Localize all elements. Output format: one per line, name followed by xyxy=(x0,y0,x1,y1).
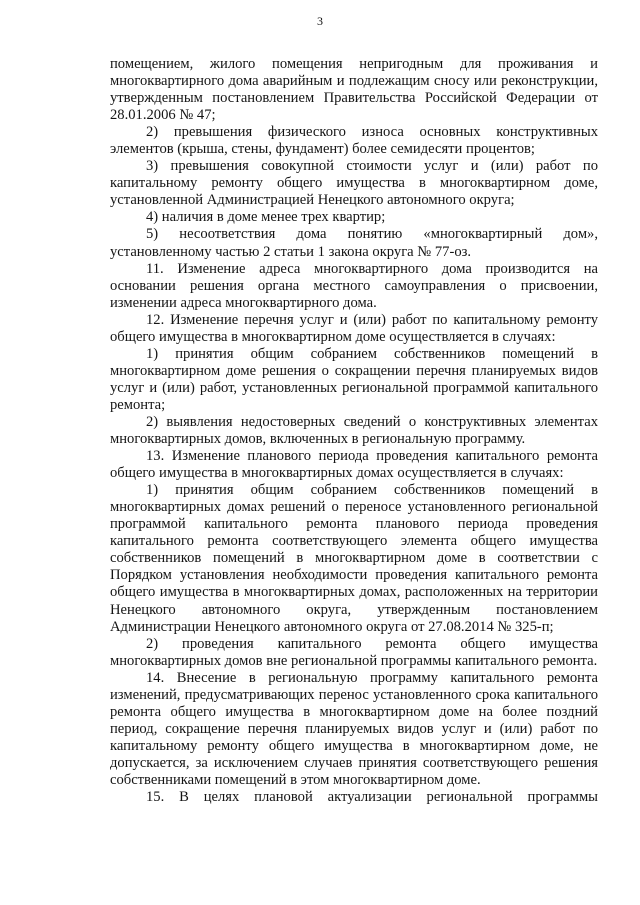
paragraph: 1) принятия общим собранием собственников помещений в многоквартирном доме решения о сокращении перечня планируемых видов услуг и (или) работ, установленных региональной программой капитального ремонта; xyxy=(110,345,598,413)
paragraph: 2) проведения капитального ремонта общего имущества многоквартирных домов вне региональной программы капитального ремонта. xyxy=(110,635,598,669)
paragraph: 11. Изменение адреса многоквартирного дома производится на основании решения органа местного самоуправления о присвоении, изменении адреса многоквартирного дома. xyxy=(110,260,598,311)
paragraph: помещением, жилого помещения непригодным для проживания и многоквартирного дома аварийным и подлежащим сносу или реконструкции, утвержденным постановлением Правительства Российской Федерации от 28.01.2006 № 47; xyxy=(110,56,598,124)
document-body xyxy=(110,56,598,806)
paragraph: 13. Изменение планового периода проведения капитального ремонта общего имущества в многоквартирных домах осуществляется в случаях: xyxy=(110,448,598,482)
paragraph: 12. Изменение перечня услуг и (или) работ по капитальному ремонту общего имущества в многоквартирном доме осуществляется в случаях: xyxy=(110,311,598,345)
paragraph: 1) принятия общим собранием собственников помещений в многоквартирных домах решений о переносе установленного региональной программой капитального ремонта планового периода проведения капитального ремонта соответствующего элемента общего имущества собственников помещений в многоквартирном доме в соответствии с Порядком установления необходимости проведения капитального ремонта общего имущества в многоквартирных домах, расположенных на территории Ненецкого автономного округа, утвержденным постановлением Администрации Ненецкого автономного округа от 27.08.2014 № 325-п; xyxy=(110,482,598,635)
paragraph: 2) превышения физического износа основных конструктивных элементов (крыша, стены, фундамент) более семидесяти процентов; xyxy=(110,124,598,158)
page-number: 3 xyxy=(317,14,323,28)
paragraph: 3) превышения совокупной стоимости услуг и (или) работ по капитальному ремонту общего имущества в многоквартирном доме, установленной Администрацией Ненецкого автономного округа; xyxy=(110,158,598,209)
paragraph: 14. Внесение в региональную программу капитального ремонта изменений, предусматривающих перенос установленного срока капитального ремонта общего имущества в многоквартирном доме на более поздний период, сокращение перечня планируемых видов услуг и (или) работ по капитальному ремонту общего имущества в многоквартирном доме, не допускается, за исключением случаев принятия соответствующего решения собственниками помещений в этом многоквартирном доме. xyxy=(110,669,598,788)
paragraph: 15. В целях плановой актуализации региональной программы xyxy=(146,789,598,806)
paragraph: 2) выявления недостоверных сведений о конструктивных элементах многоквартирных домов, включенных в региональную программу. xyxy=(110,413,598,448)
paragraph: 4) наличия в доме менее трех квартир; xyxy=(146,209,386,226)
paragraph: 5) несоответствия дома понятию «многоквартирный дом», установленному частью 2 статьи 1 закона округа № 77-оз. xyxy=(110,226,598,260)
